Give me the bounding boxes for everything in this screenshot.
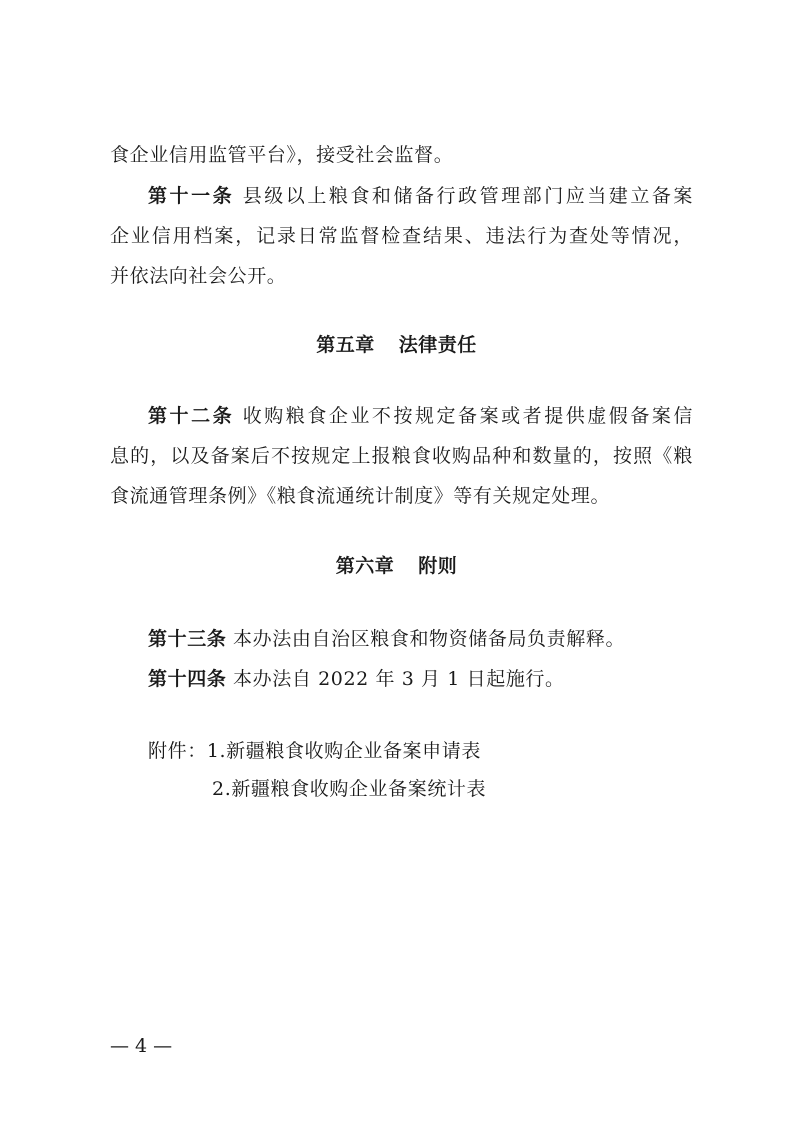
article-11-text-3: 并依法向社会公开。 — [110, 265, 287, 287]
article-12-line-1 — [148, 402, 693, 430]
article-11-line-2 — [110, 222, 693, 250]
chapter-5-heading — [0, 331, 793, 359]
article-13-label: 第十三条 — [148, 628, 227, 650]
article-12-label: 第十二条 — [148, 405, 235, 427]
attachment-item-1: 1.新疆粮食收购企业备案申请表 — [206, 740, 481, 762]
chapter-6-heading — [0, 552, 793, 580]
article-11-label: 第十一条 — [148, 185, 235, 207]
attachments-label: 附件： — [148, 740, 207, 762]
article-12-text-3: 食流通管理条例》《粮食流通统计制度》等有关规定处理。 — [110, 485, 611, 507]
page-number: — 4 — — [110, 1035, 173, 1057]
article-14-text: 本办法自 2022 年 3 月 1 日起施行。 — [233, 668, 565, 690]
chapter-5-number: 第五章 — [316, 334, 375, 356]
article-11-line-3 — [110, 262, 693, 290]
chapter-6-title: 附则 — [418, 555, 458, 577]
article-14-label: 第十四条 — [148, 668, 227, 690]
article-11-text-1: 县级以上粮食和储备行政管理部门应当建立备案 — [242, 185, 693, 207]
attachments-line-1 — [148, 737, 481, 765]
article-11-line-1 — [148, 182, 693, 210]
article-12-line-3 — [110, 482, 693, 510]
attachment-item-2: 2.新疆粮食收购企业备案统计表 — [212, 778, 487, 800]
article-14-line — [148, 665, 693, 693]
article-12-text-1: 收购粮食企业不按规定备案或者提供虚假备案信 — [242, 405, 693, 427]
article-12-line-2 — [110, 442, 693, 470]
article-11-text-2: 企业信用档案，记录日常监督检查结果、违法行为查处等情况， — [110, 225, 693, 247]
article-13-line — [148, 625, 693, 653]
attachments-line-2 — [212, 775, 486, 803]
paragraph-continuation-line — [110, 141, 693, 169]
chapter-5-title: 法律责任 — [398, 334, 477, 356]
article-12-text-2: 息的，以及备案后不按规定上报粮食收购品种和数量的，按照《粮 — [110, 445, 693, 467]
continuation-text: 食企业信用监管平台》，接受社会监督。 — [110, 144, 454, 166]
chapter-6-number: 第六章 — [335, 555, 395, 577]
article-13-text: 本办法由自治区粮食和物资储备局负责解释。 — [233, 628, 626, 650]
